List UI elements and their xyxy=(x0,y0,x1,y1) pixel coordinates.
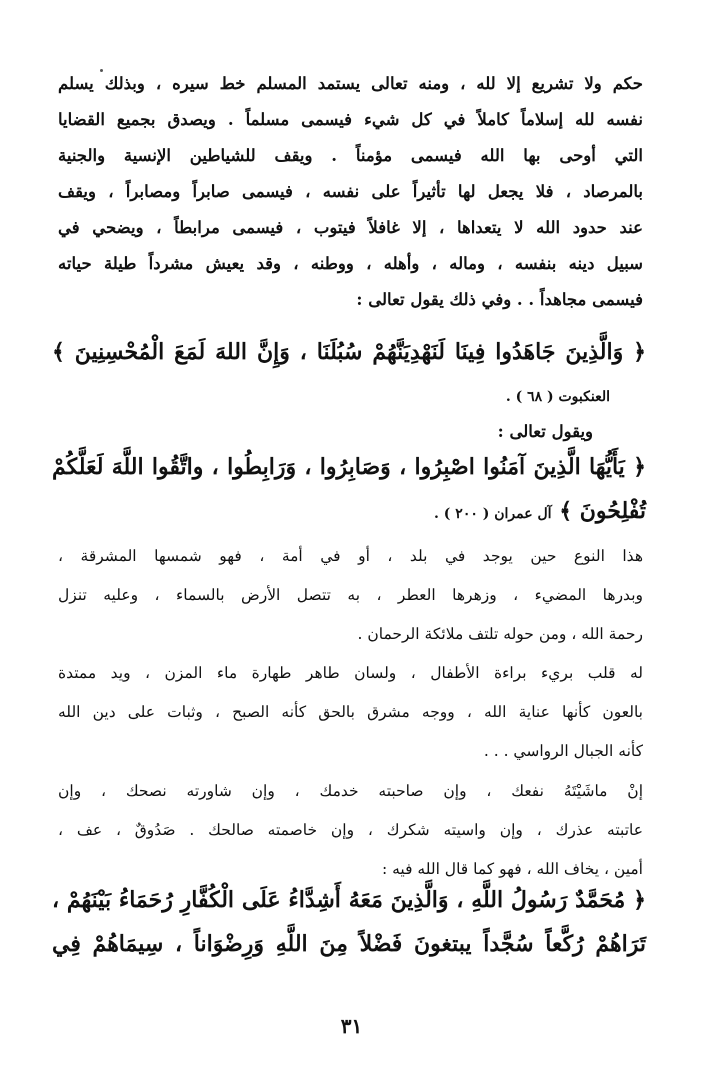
paragraph-3 xyxy=(58,654,643,771)
text-line: فيسمى مجاهداً . . وفي ذلك يقول تعالى : xyxy=(356,290,643,309)
verse-line: تَرَاهُمْ رُكَّعاً سُجَّداً يبتغونَ فَضْلاً مِنَ اللَّهِ وَرِضْوَاناً ، سِيمَاهُمْ فِي xyxy=(52,931,646,957)
verse-1-reference: العنكبوت ( ٦٨ ) . xyxy=(505,389,610,405)
quran-verse-3 xyxy=(52,878,646,966)
text-line: هذا النوع حين يوجد في بلد ، أو في أمة ، فهو شمسها المشرقة ، xyxy=(58,547,643,565)
lead-in-text: ويقول تعالى : xyxy=(497,422,593,441)
text-line: رحمة الله ، ومن حوله تلتف ملائكة الرحمان . xyxy=(357,625,643,643)
text-line: عند حدود الله لا يتعداها ، إلا غافلاً فيتوب ، فيسمى مرابطاً ، ويضحي في xyxy=(58,218,643,237)
text-line: كأنه الجبال الرواسي . . . xyxy=(483,742,643,760)
paragraph-2 xyxy=(58,537,643,654)
verse-line-last xyxy=(52,489,646,536)
text-line: وبدرها المضيء ، وزهرها العطر ، به تتصل الأرض بالسماء ، وعليه تنزل xyxy=(58,586,643,604)
text-line: له قلب بريء براءة الأطفال ، ولسان طاهر طهارة ماء المزن ، ويد ممتدة xyxy=(58,664,643,682)
verse-text: تُفْلِحُونَ ﴾ xyxy=(559,498,646,524)
page-number: ٣١ xyxy=(340,1014,363,1038)
quran-verse-1 xyxy=(52,330,646,374)
verse-line: ﴿ يَأَيُّهَا الَّذِينَ آمَنُوا اصْبِرُوا ، وَصَابِرُوا ، وَرَابِطُوا ، واتَّقُوا اللَّهَ لَعَلَّكُمْ xyxy=(52,454,646,480)
paragraph-1 xyxy=(58,66,643,318)
verse-line: ﴿ وَالَّذِينَ جَاهَدُوا فِينَا لَنَهْدِيَنَّهُمْ سُبُلَنَا ، وَإِنَّ اللهَ لَمَعَ الْمُحْسِنِينَ ﴾ xyxy=(52,339,646,365)
paragraph-4 xyxy=(58,772,643,889)
text-line: بالمرصاد ، فلا يجعل لها تأثيراً على نفسه ، فيسمى صابراً ومصابراً ، ويقف xyxy=(58,182,643,201)
text-line: عاتبته عذرك ، وإن واسيته شكرك ، وإن خاصمته صالحك . صَدُوقٌ ، عف ، xyxy=(58,821,643,839)
verse-line: ﴿ مُحَمَّدٌ رَسُولُ اللَّهِ ، وَالَّذِينَ مَعَهُ أَشِدَّاءُ عَلَى الْكُفَّارِ رُحَمَاءُ بَيْنَهُمْ ، xyxy=(52,887,646,913)
text-line: حكم ولا تشريع إلا لله ، ومنه تعالى يستمد المسلم خط سيره ، وبذلك يسلم xyxy=(58,74,643,93)
text-line: سبيل دينه بنفسه ، وماله ، وأهله ، ووطنه ، وقد يعيش مشرداً طيلة حياته xyxy=(58,254,643,273)
text-line: أمين ، يخاف الله ، فهو كما قال الله فيه : xyxy=(381,860,643,878)
verse-2-reference: آل عمران ( ٢٠٠ ) . xyxy=(434,506,552,522)
text-line: إنْ ماشَيْتَهُ نفعك ، وإن صاحبته خدمك ، وإن شاورته نصحك ، وإن xyxy=(58,782,643,800)
text-line: بالعون كأنها عناية الله ، ووجه مشرق بالحق كأنه الصبح ، وثبات على دين الله xyxy=(58,703,643,721)
text-line: التي أوحى بها الله فيسمى مؤمناً . ويقف للشياطين الإنسية والجنية xyxy=(58,146,643,165)
text-line: نفسه لله إسلاماً كاملاً في كل شيء فيسمى مسلماً . ويصدق بجميع القضايا xyxy=(58,110,643,129)
quran-verse-2 xyxy=(52,445,646,536)
